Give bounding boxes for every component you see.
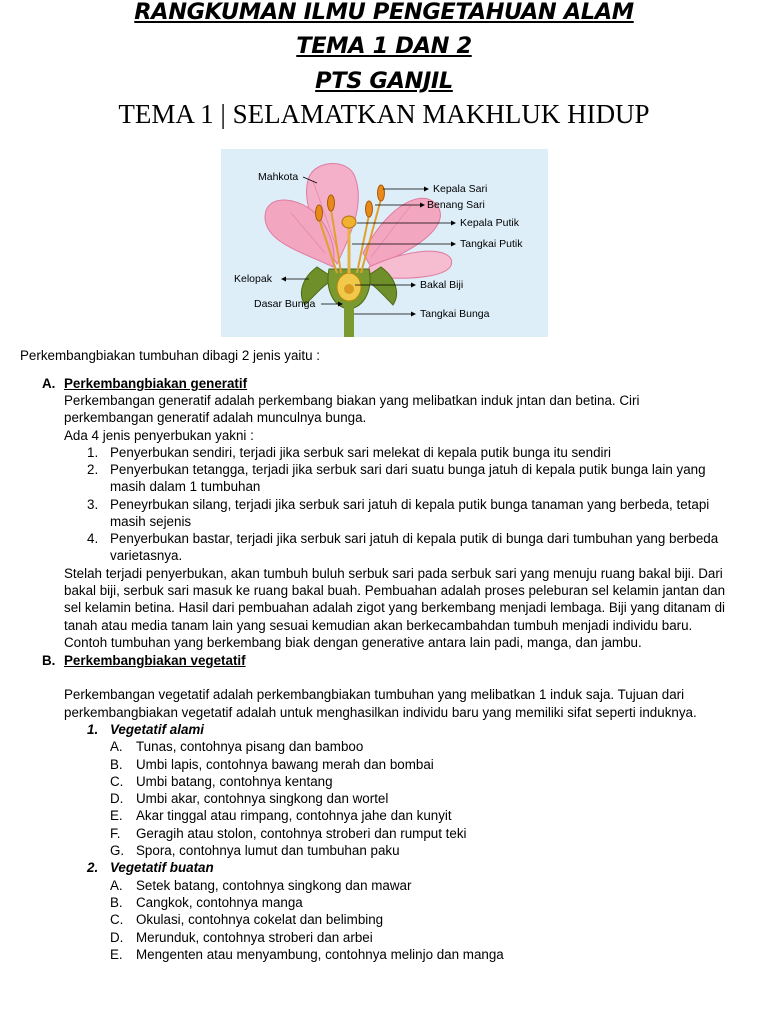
list-item: Peneyrbukan silang, terjadi jika serbuk sari jatuh di kepala putik bunga tanaman yang berbeda, tetapi bbox=[110, 497, 710, 512]
list-item: Geragih atau stolon, contohnya stroberi dan rumput teki bbox=[136, 826, 467, 841]
flower-diagram bbox=[221, 149, 548, 337]
list-number: 2. bbox=[87, 462, 99, 477]
title-line-2: TEMA 1 DAN 2 bbox=[296, 33, 472, 59]
list-item-continuation: masih dalam 1 tumbuhan bbox=[110, 479, 261, 494]
section-a-closing-line: sel kelamin betina. Hasil dari pembuahan adalah zigot yang berkembang menjadi lembaga. Biji yang ditanam di bbox=[64, 600, 725, 615]
list-item: Cangkok, contohnya manga bbox=[136, 895, 303, 910]
section-a-heading: Perkembangbiakan generatif bbox=[64, 376, 248, 391]
list-item: Merunduk, contohnya stroberi dan arbei bbox=[136, 930, 373, 945]
list-item: Penyerbukan tetangga, terjadi jika serbuk sari dari suatu bunga jatuh di kepala putik bunga lain yang bbox=[110, 462, 706, 477]
list-number: 3. bbox=[87, 497, 99, 512]
list-item: Umbi batang, contohnya kentang bbox=[136, 774, 333, 789]
list-letter: B. bbox=[110, 757, 123, 772]
list-item: Akar tinggal atau rimpang, contohnya jahe dan kunyit bbox=[136, 808, 452, 823]
list-letter: F. bbox=[110, 826, 121, 841]
list-item: Umbi lapis, contohnya bawang merah dan bombai bbox=[136, 757, 434, 772]
list-letter: G. bbox=[110, 843, 125, 858]
section-b-para-line: perkembangbiakan vegetatif adalah untuk menghasilkan individu baru yang memiliki sifat seperti induknya. bbox=[64, 705, 697, 720]
list-item-continuation: masih sejenis bbox=[110, 514, 192, 529]
label-tangkai-bunga: Tangkai Bunga bbox=[420, 308, 490, 320]
ovule-icon bbox=[344, 284, 354, 294]
list-item: Okulasi, contohnya cokelat dan belimbing bbox=[136, 912, 384, 927]
subsection-buatan-number: 2. bbox=[87, 860, 99, 875]
section-b-para-line: Perkembangan vegetatif adalah perkembangbiakan tumbuhan yang melibatkan 1 induk saja. Tujuan dari bbox=[64, 687, 685, 702]
list-letter: A. bbox=[110, 739, 123, 754]
list-letter: B. bbox=[110, 895, 123, 910]
label-kepala-sari: Kepala Sari bbox=[433, 183, 488, 195]
list-letter: C. bbox=[110, 774, 124, 789]
list-letter: E. bbox=[110, 947, 123, 962]
list-item: Spora, contohnya lumut dan tumbuhan paku bbox=[136, 843, 400, 858]
list-item: Umbi akar, contohnya singkong dan wortel bbox=[136, 791, 389, 806]
intro-text: Perkembangbiakan tumbuhan dibagi 2 jenis yaitu : bbox=[20, 348, 320, 363]
label-kepala-putik: Kepala Putik bbox=[460, 217, 519, 229]
list-item: Setek batang, contohnya singkong dan mawar bbox=[136, 878, 412, 893]
section-a-closing-line: Contoh tumbuhan yang berkembang biak dengan generative antara lain padi, manga, dan jambu. bbox=[64, 635, 642, 650]
section-a-closing-line: tanah atau media tanam lain yang sesuai kemudian akan berkecambahdan tumbuh menjadi individu baru. bbox=[64, 618, 693, 633]
section-a-closing-line: bakal biji, serbuk sari masuk ke ruang bakal buah. Pembuahan adalah proses peleburan sel kelamin jantan dan bbox=[64, 583, 726, 598]
list-letter: D. bbox=[110, 930, 124, 945]
list-item: Penyerbukan bastar, terjadi jika serbuk sari jatuh di kepala putik di bunga dari tumbuhan yang berbeda bbox=[110, 531, 719, 546]
section-a-para-line: perkembangan generatif adalah munculnya bunga. bbox=[64, 410, 367, 425]
label-benang-sari: Benang Sari bbox=[427, 199, 485, 211]
list-item-continuation: varietasnya. bbox=[110, 548, 183, 563]
list-letter: D. bbox=[110, 791, 124, 806]
label-bakal-biji: Bakal Biji bbox=[420, 279, 464, 291]
section-b-heading: Perkembangbiakan vegetatif bbox=[64, 653, 246, 668]
tema-title: TEMA 1 | SELAMATKAN MAKHLUK HIDUP bbox=[118, 99, 650, 129]
list-letter: A. bbox=[110, 878, 123, 893]
section-a-closing-line: Stelah terjadi penyerbukan, akan tumbuh buluh serbuk sari pada serbuk sari yang menuju ruang bakal biji. Dari bbox=[64, 566, 723, 581]
list-number: 1. bbox=[87, 445, 99, 460]
list-item: Penyerbukan sendiri, terjadi jika serbuk sari melekat di kepala putik bunga itu sendiri bbox=[110, 445, 611, 460]
list-item: Mengenten atau menyambung, contohnya melinjo dan manga bbox=[136, 947, 504, 962]
list-item: Tunas, contohnya pisang dan bamboo bbox=[136, 739, 364, 754]
section-a-para-line: Perkembangan generatif adalah perkembang biakan yang melibatkan induk jntan dan betina. Ciri bbox=[64, 393, 640, 408]
stigma-icon bbox=[342, 216, 356, 228]
subsection-buatan-title: Vegetatif buatan bbox=[110, 860, 214, 875]
list-letter: E. bbox=[110, 808, 123, 823]
flower-diagram-svg bbox=[221, 149, 548, 337]
label-tangkai-putik: Tangkai Putik bbox=[460, 238, 523, 250]
label-kelopak: Kelopak bbox=[234, 273, 272, 285]
subsection-alami-title: Vegetatif alami bbox=[110, 722, 205, 737]
label-dasar-bunga: Dasar Bunga bbox=[254, 298, 316, 310]
section-a-marker: A. bbox=[42, 376, 56, 391]
title-line-3: PTS GANJIL bbox=[315, 68, 453, 94]
title-line-1: RANGKUMAN ILMU PENGETAHUAN ALAM bbox=[134, 0, 634, 25]
label-mahkota: Mahkota bbox=[258, 171, 299, 183]
section-b-marker: B. bbox=[42, 653, 56, 668]
list-letter: C. bbox=[110, 912, 124, 927]
list-number: 4. bbox=[87, 531, 99, 546]
section-a-para-line: Ada 4 jenis penyerbukan yakni : bbox=[64, 428, 254, 443]
subsection-alami-number: 1. bbox=[87, 722, 99, 737]
flower-stalk-icon bbox=[344, 307, 354, 337]
